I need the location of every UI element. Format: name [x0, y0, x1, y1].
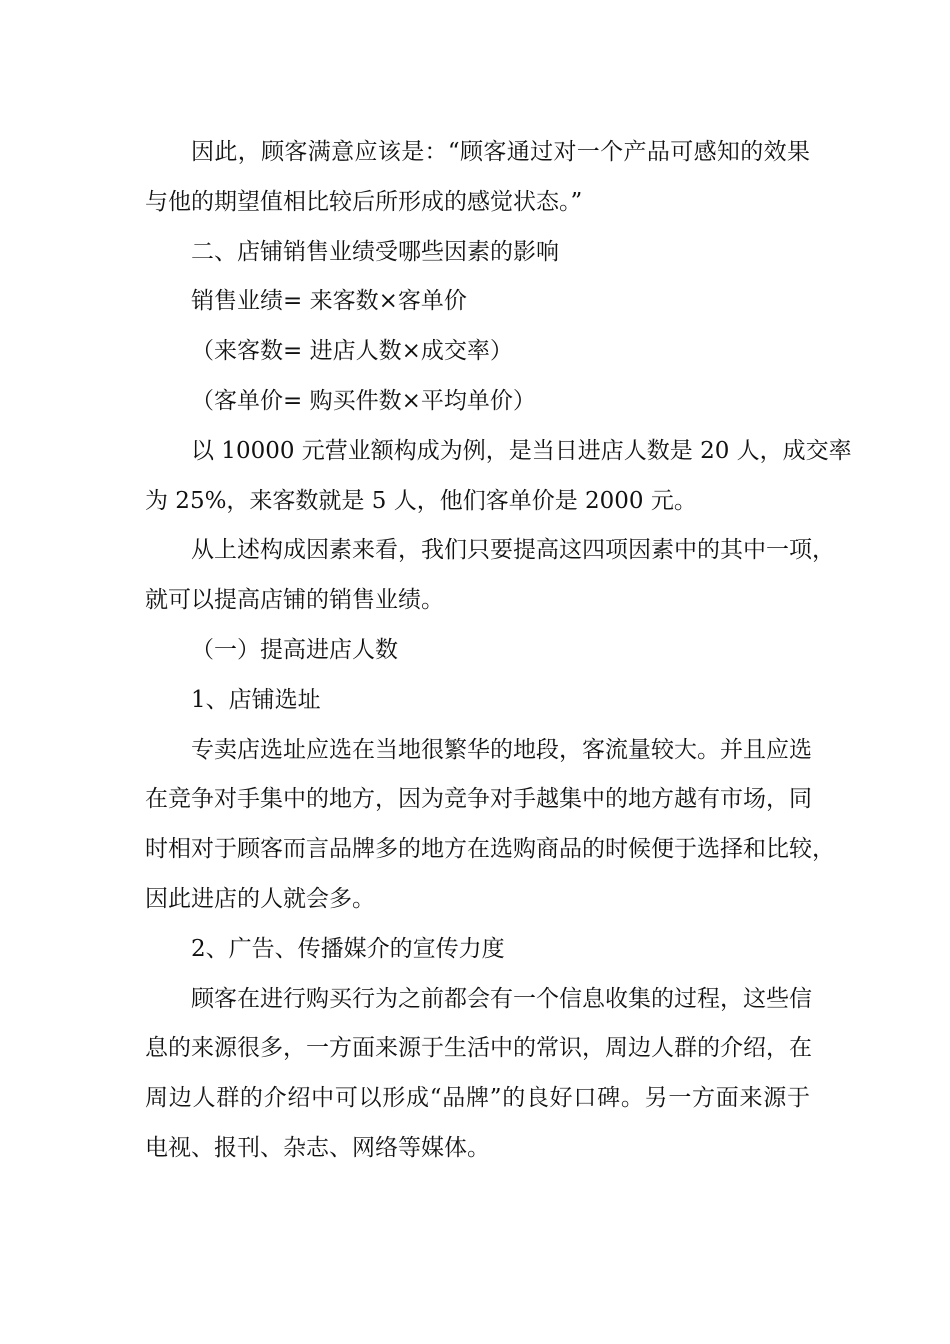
text-line: 在竞争对手集中的地方，因为竞争对手越集中的地方越有市场，同 — [145, 786, 812, 813]
text-line: 息的来源很多，一方面来源于生活中的常识，周边人群的介绍，在 — [145, 1035, 812, 1062]
text-line: 顾客在进行购买行为之前都会有一个信息收集的过程，这些信 — [191, 985, 812, 1012]
subsection-heading: （一）提高进店人数 — [191, 636, 398, 663]
formula-line: 销售业绩= 来客数×客单价 — [191, 288, 467, 315]
text-line: 从上述构成因素来看，我们只要提高这四项因素中的其中一项， — [191, 537, 835, 564]
section-heading: 二、店铺销售业绩受哪些因素的影响 — [191, 238, 559, 265]
text-line: 专卖店选址应选在当地很繁华的地段，客流量较大。并且应选 — [191, 736, 812, 763]
text-line: 时相对于顾客而言品牌多的地方在选购商品的时候便于选择和比较， — [145, 836, 835, 863]
text-line: 因此进店的人就会多。 — [145, 885, 375, 912]
item-heading: 2、广告、传播媒介的宣传力度 — [191, 935, 505, 962]
formula-line: （客单价= 购买件数×平均单价） — [191, 387, 536, 414]
document-body — [145, 128, 852, 1174]
text-line: 电视、报刊、杂志、网络等媒体。 — [145, 1134, 490, 1161]
text-line: 为 25%，来客数就是 5 人，他们客单价是 2000 元。 — [145, 487, 697, 514]
text-line: 与他的期望值相比较后所形成的感觉状态。” — [145, 188, 583, 215]
formula-line: （来客数= 进店人数×成交率） — [191, 338, 513, 365]
item-heading: 1、店铺选址 — [191, 686, 321, 713]
text-line: 周边人群的介绍中可以形成“品牌”的良好口碑。另一方面来源于 — [145, 1085, 810, 1112]
text-line: 就可以提高店铺的销售业绩。 — [145, 587, 444, 614]
text-line: 以 10000 元营业额构成为例，是当日进店人数是 20 人，成交率 — [191, 437, 852, 464]
text-line: 因此，顾客满意应该是：“顾客通过对一个产品可感知的效果 — [191, 139, 810, 165]
